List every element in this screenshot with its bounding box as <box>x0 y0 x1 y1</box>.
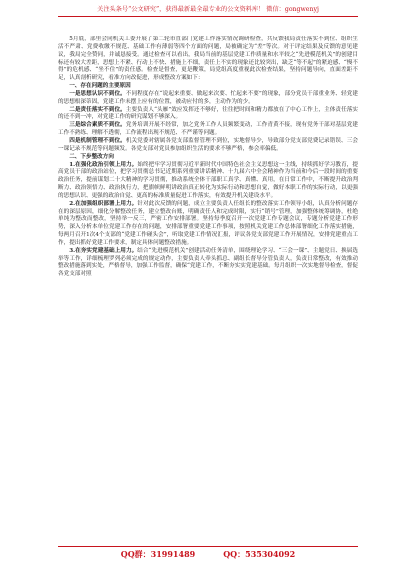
direction-3-text: 结合“先进模范机关”创建活动任务清单，围绕理论学习、“三会一课”、主题党日、换届选举等工作，详细梳理罗列必须完成的规定动作，主要负责人牵头抓总、副组长督导分管负责人，负责日常整改，有效推动整改措施落到实处，严格督导，加强工作监督，确保“党建工作，不断夯实实党建基础。每月组织一次实地督导检查，督促各党支部对照 <box>58 247 358 278</box>
direction-1-lead: 1.在强化政治引领上用力。 <box>69 161 138 168</box>
direction-2-text: 针对此次反馈的问题，成立主要负责人任组长的整改落实工作领导小组，认真分析问题存在的深层原因，细化分解整改任务，建立整改台账，明确责任人和完成时限，实行“销号”管理，加强整体统筹调协，杜绝单纯为整改而整改，坚持举一反三，严密工作安排部署。坚持每季度召开一次党建工作专题会议，专题分析党建工作形势，深入分析本单位党建工作存在的问题，安排部署重要党建工作事项，按照机关党建工作总体部署细化工作落实措施，每两月召开1次4个支部的“党建工作碰头会”，听取党建工作情况汇报，评议各党支部党建工作开展情况，安排党建重点工作，提出抓好党建工作要求，制定具体问题整改措施。 <box>58 200 358 246</box>
contact-footer <box>58 546 358 561</box>
promo-banner: 关注头条号“公文研究”，获得最新最全最专业的公文资料库！ 微信：gongwenyj <box>58 4 358 17</box>
cause-3-text: 党务培训开展不经常，加之党务工作人员频繁变动，工作青黄不接，现有党务干部对基层党建工作不熟练、理解不透彻，工作流程出现不规范、不严谨等问题。 <box>58 122 358 137</box>
cause-2-text: 主要负责人“头雁”效应发挥还不够好，往往把时间和精力都放在了中心工作上，主体责任落实的还不到一冲，对党建工作的研究谋划不够深入。 <box>58 106 358 121</box>
cause-paragraph-3 <box>58 122 358 138</box>
qq-number: QQ：535304092 <box>223 549 296 559</box>
cause-3-lead: 三是综合素质不到位。 <box>69 122 126 129</box>
cause-1-lead: 一是思想认识不到位。 <box>69 90 126 97</box>
direction-1-text: 始终把牢学习贯彻习近平新时代中国特色社会主义思想这一主线，持续抓好学习教育，提高党员干部的政治站位，把学习贯彻总书记近期系列重要讲话精神、十九届六中全会精神作为当前和今后一段时间的重要政治任务，提前谋划二十大精神的学习贯彻，推动系统全体干部职工真学、真懂、真用，在日常工作中，不断提升政治判断力、政治领悟力、政治执行力，把旗帜鲜明讲政治真正转化为实际行动和思想自觉，做好本职工作的实际行动，以更强的思想认识、更强的政治自觉、更高的标准质量促进工作落实，有效提升机关建设水平。 <box>58 161 358 199</box>
cause-4-text: 机关党委对辖属各党支部监督管理不到位，实地督导少，导致部分党支部党费记录错误、三会一课记录不规范等问题频发。各党支部对党员参加组织生活的要求不够严格，参会率偏低。 <box>58 137 358 152</box>
direction-3-lead: 3.在夯实党建基础上用力。 <box>69 247 138 254</box>
section-heading-causes: 一、存在问题的主要原因 <box>69 83 131 90</box>
cause-paragraph-4 <box>58 138 358 154</box>
cause-paragraph-1 <box>58 91 358 107</box>
qq-group-number: QQ群：31991489 <box>120 549 196 559</box>
document-body <box>58 36 358 534</box>
cause-paragraph-2 <box>58 107 358 123</box>
direction-paragraph-1 <box>58 162 358 201</box>
direction-2-lead: 2.在加强组织部署上用力。 <box>69 200 138 207</box>
cause-2-lead: 二是责任落实不到位。 <box>69 106 126 113</box>
cause-4-lead: 四是机制管理不到位。 <box>69 137 126 144</box>
direction-paragraph-2 <box>58 201 358 248</box>
direction-paragraph-3 <box>58 248 358 279</box>
cause-1-text: 不同程度存在“说起来重要、做起来次要、忙起来不要”的现象，部分党员干部重业务、轻党建的思想根深蒂固，党建工作未摆上应有的位置，被动应付的多，主动作为的少。 <box>58 90 358 105</box>
section-heading-direction: 二、下步整改方向 <box>69 153 114 160</box>
intro-paragraph: 5月底，部里会同机关工委开展了第二轮市直部门党建工作落实情况调研检查，共反馈我局责任落实不到位、组织生活不严肃、党费收缴不规范、基础工作有薄弱等四个方面的问题，局被确定为“差”等次。对于评定结果及反馈的意见建议，我局完全赞同，并诚恳接受。通过检查可以看出，我局当前的基层党建工作质量和水平较之“先进模范机关”的创建目标还有较大差距，思想上不紧、行动上不快、措施上不细，责任上不实的现象还比较突出，缺乏“等不起”的紧迫感、“慢不得”的危机感、“坐不住”的责任感。检查是督查，更是鞭策，局党组高度重视此次检查结果，坚持问题导向，直面差距不足，认真剖析研究，看准方向改促进，形成整改方案如下： <box>58 36 358 82</box>
